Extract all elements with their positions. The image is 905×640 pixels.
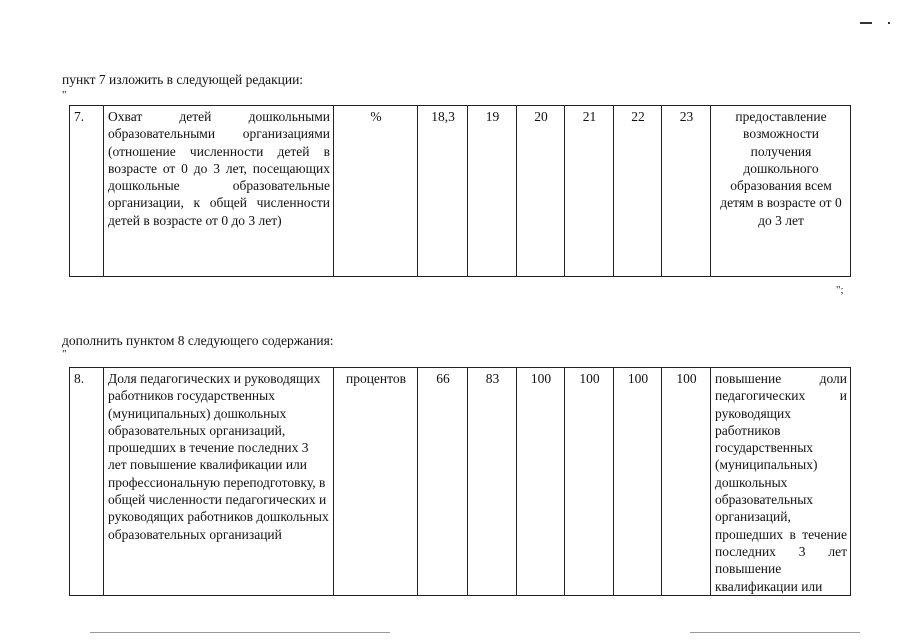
value-cell: 100	[662, 368, 711, 596]
value-cell: 100	[565, 368, 614, 596]
paragraph-item-7: пункт 7 изложить в следующей редакции:	[62, 72, 304, 87]
table-row	[70, 106, 851, 277]
table-item-8	[69, 367, 851, 596]
scan-speck	[860, 22, 872, 24]
indicator-name: Доля педагогических и руководящих работников государственных (муниципальных) дошкольных образовательных организаций, прошедших в течение последних 3 лет повышение квалификации или профессиональную переподготовку, в общей численности педагогических и руководящих работников дошкольных образовательных организаций	[104, 368, 334, 596]
table-item-7	[69, 105, 851, 277]
value-cell: 20	[517, 106, 565, 277]
value-cell: 100	[517, 368, 565, 596]
unit-cell: %	[334, 106, 418, 277]
row-number: 7.	[70, 106, 104, 277]
scan-edge-line	[690, 632, 860, 633]
paragraph-item-8: дополнить пунктом 8 следующего содержания:	[62, 333, 334, 348]
expected-result: предоставление возможности получения дошкольного образования всем детям в возрасте от 0 до 3 лет	[711, 106, 851, 277]
value-cell: 18,3	[418, 106, 468, 277]
value-cell: 66	[418, 368, 468, 596]
unit-cell: процентов	[334, 368, 418, 596]
opening-quote: "	[62, 348, 67, 360]
expected-result: повышение доли педагогических и руководящих работников государственных (муниципальных) дошкольных образовательных организаций, прошедших в течение последних 3 лет повышение квалификации или	[711, 368, 851, 596]
value-cell: 22	[614, 106, 662, 277]
value-cell: 23	[662, 106, 711, 277]
closing-quote: ";	[836, 284, 844, 296]
value-cell: 83	[468, 368, 517, 596]
value-cell: 100	[614, 368, 662, 596]
scan-edge-line	[90, 632, 390, 633]
value-cell: 21	[565, 106, 614, 277]
opening-quote: "	[62, 89, 67, 101]
value-cell: 19	[468, 106, 517, 277]
scan-speck	[888, 22, 890, 24]
row-number: 8.	[70, 368, 104, 596]
indicator-name: Охват детей дошкольными образовательными организациями (отношение численности детей в возрасте от 0 до 3 лет, посещающих дошкольные образовательные организации, к общей численности детей в возрасте от 0 до 3 лет)	[104, 106, 334, 277]
table-row	[70, 368, 851, 596]
